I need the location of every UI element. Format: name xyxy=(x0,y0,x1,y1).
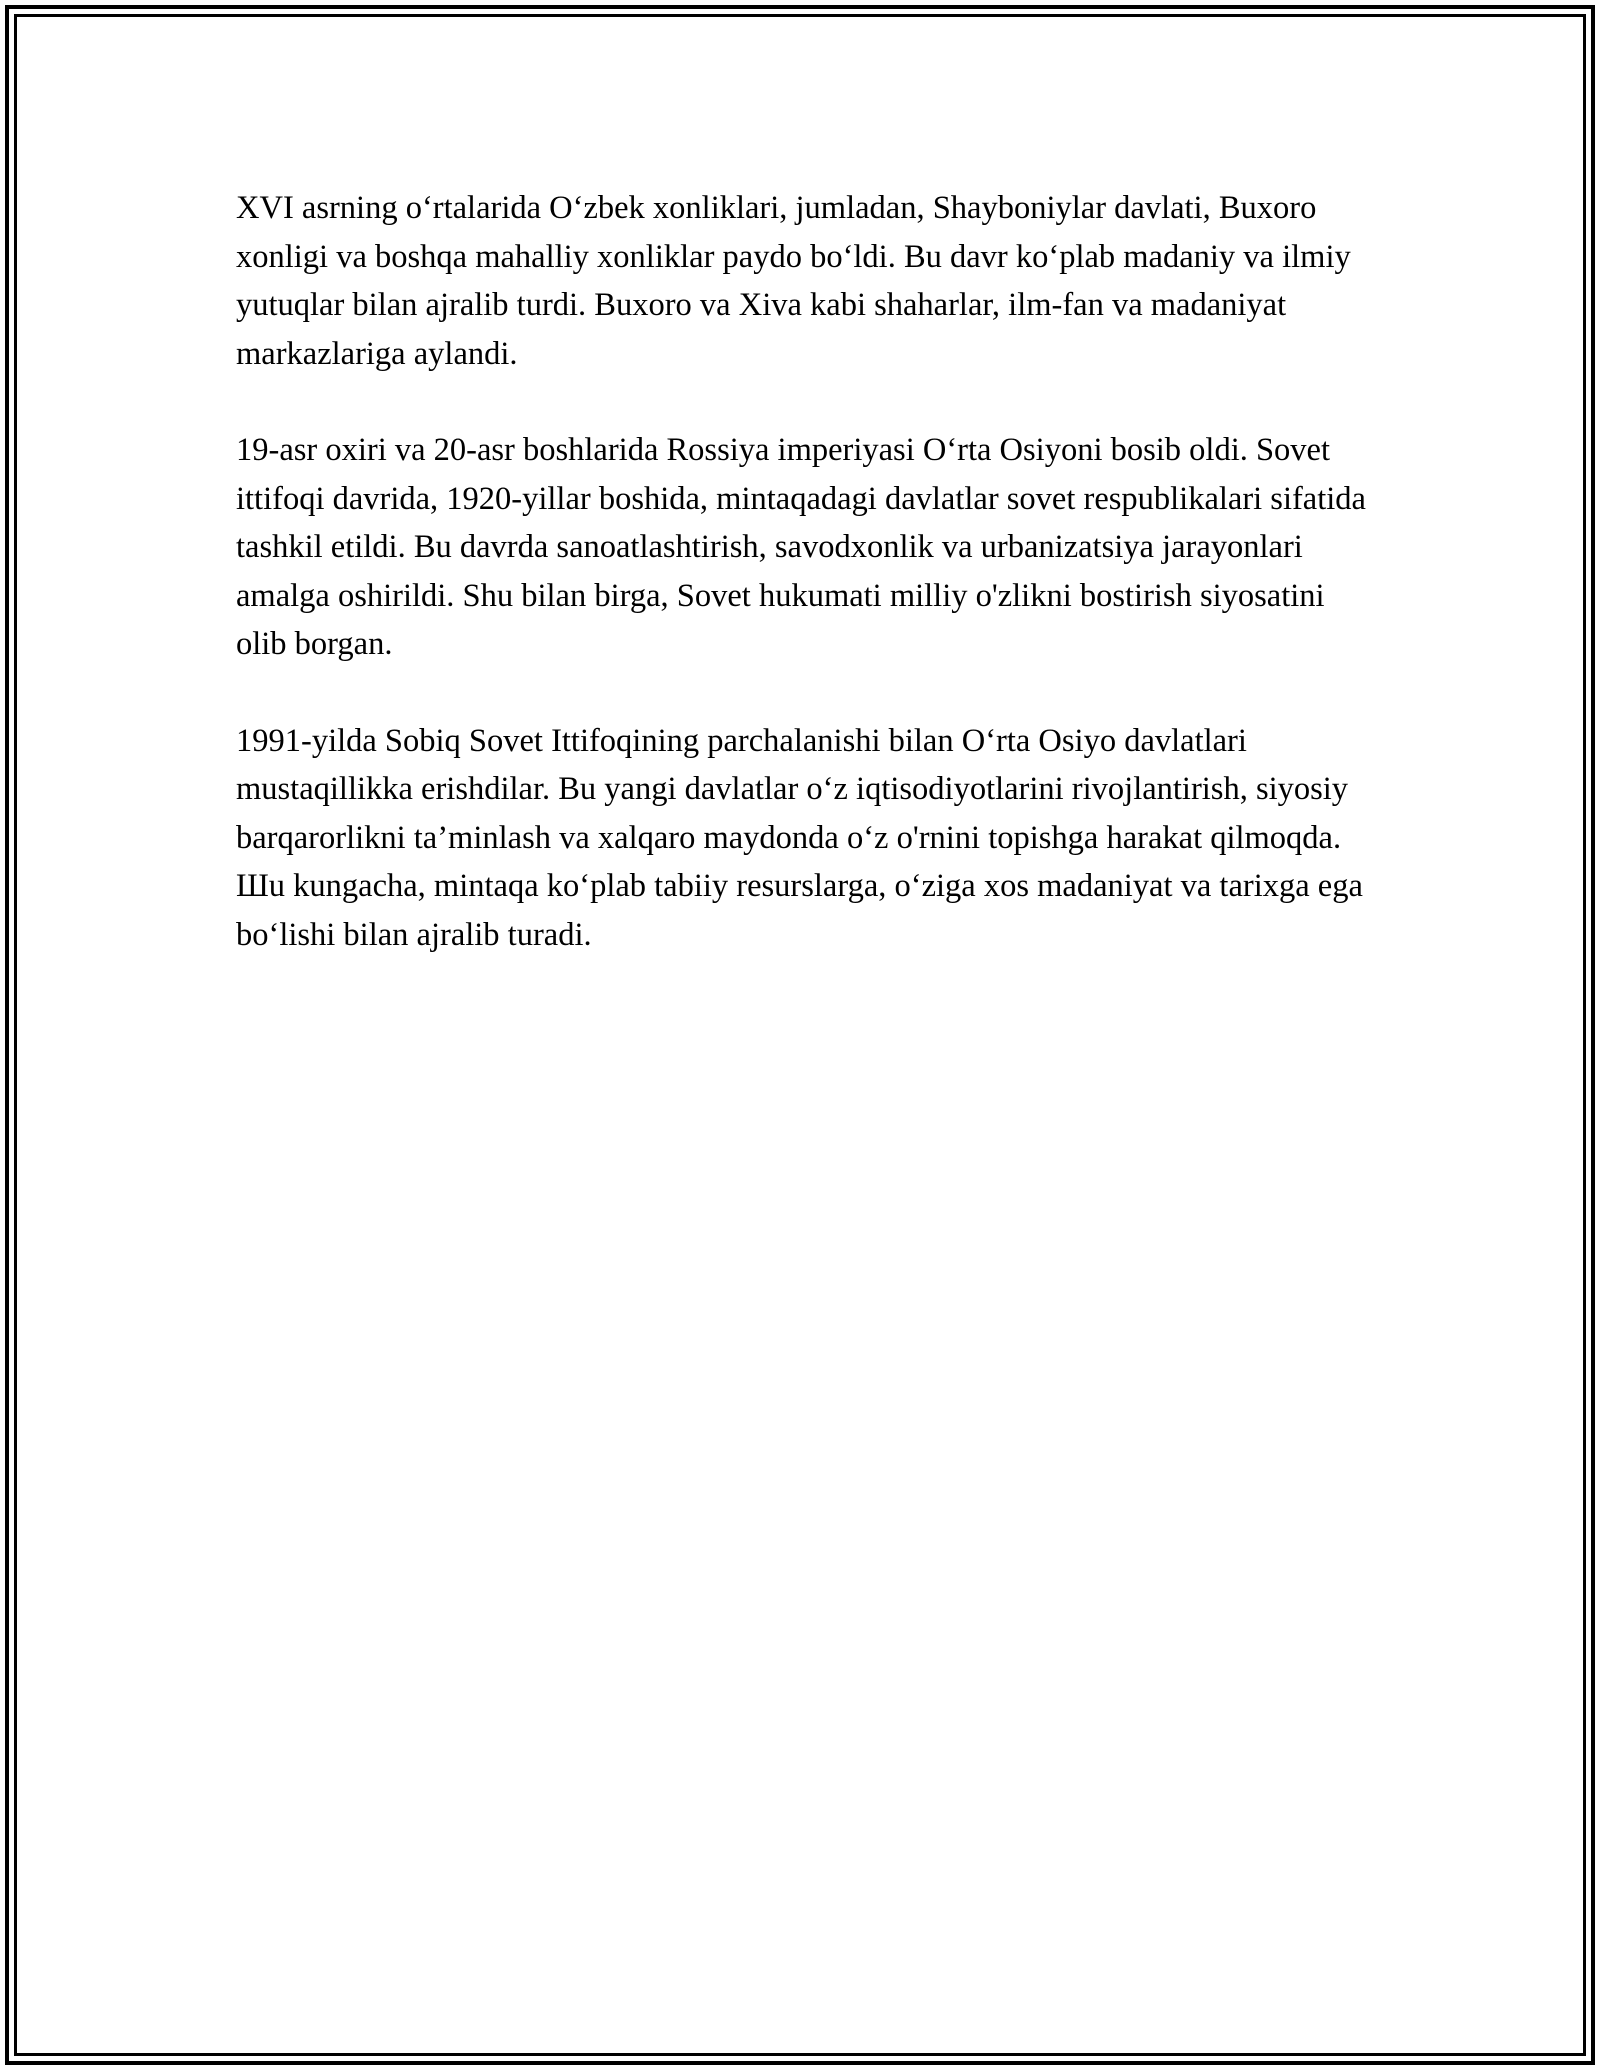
paragraph-1: XVI asrning o‘rtalarida O‘zbek xonliklari, jumladan, Shayboniylar davlati, Buxoro xonligi va boshqa mahalliy xonliklar paydo bo‘ldi. Bu davr ko‘plab madaniy va ilmiy yutuqlar bilan ajralib turdi. Buxoro va Xiva kabi shaharlar, ilm-fan va madaniyat markazlariga aylandi. xyxy=(236,190,1351,372)
paragraph-3: 1991-yilda Sobiq Sovet Ittifoqining parchalanishi bilan O‘rta Osiyo davlatlari mustaqillikka erishdilar. Bu yangi davlatlar o‘z iqtisodiyotlarini rivojlantirish, siyosiy barqarorlikni ta’minlash va xalqaro maydonda o‘z o'rnini topishga harakat qilmoqda. Шu kungacha, mintaqa ko‘plab tabiiy resurslarga, o‘ziga xos madaniyat va tarixga ega bo‘lishi bilan ajralib turadi. xyxy=(236,722,1363,953)
document-body xyxy=(236,184,1376,1007)
paragraph-2: 19-asr oxiri va 20-asr boshlarida Rossiya imperiyasi O‘rta Osiyoni bosib oldi. Sovet ittifoqi davrida, 1920-yillar boshida, mintaqadagi davlatlar sovet respublikalari sifatida tashkil etildi. Bu davrda sanoatlashtirish, savodxonlik va urbanizatsiya jarayonlari amalga oshirildi. Shu bilan birga, Sovet hukumati milliy o'zlikni bostirish siyosatini olib borgan. xyxy=(236,432,1366,662)
